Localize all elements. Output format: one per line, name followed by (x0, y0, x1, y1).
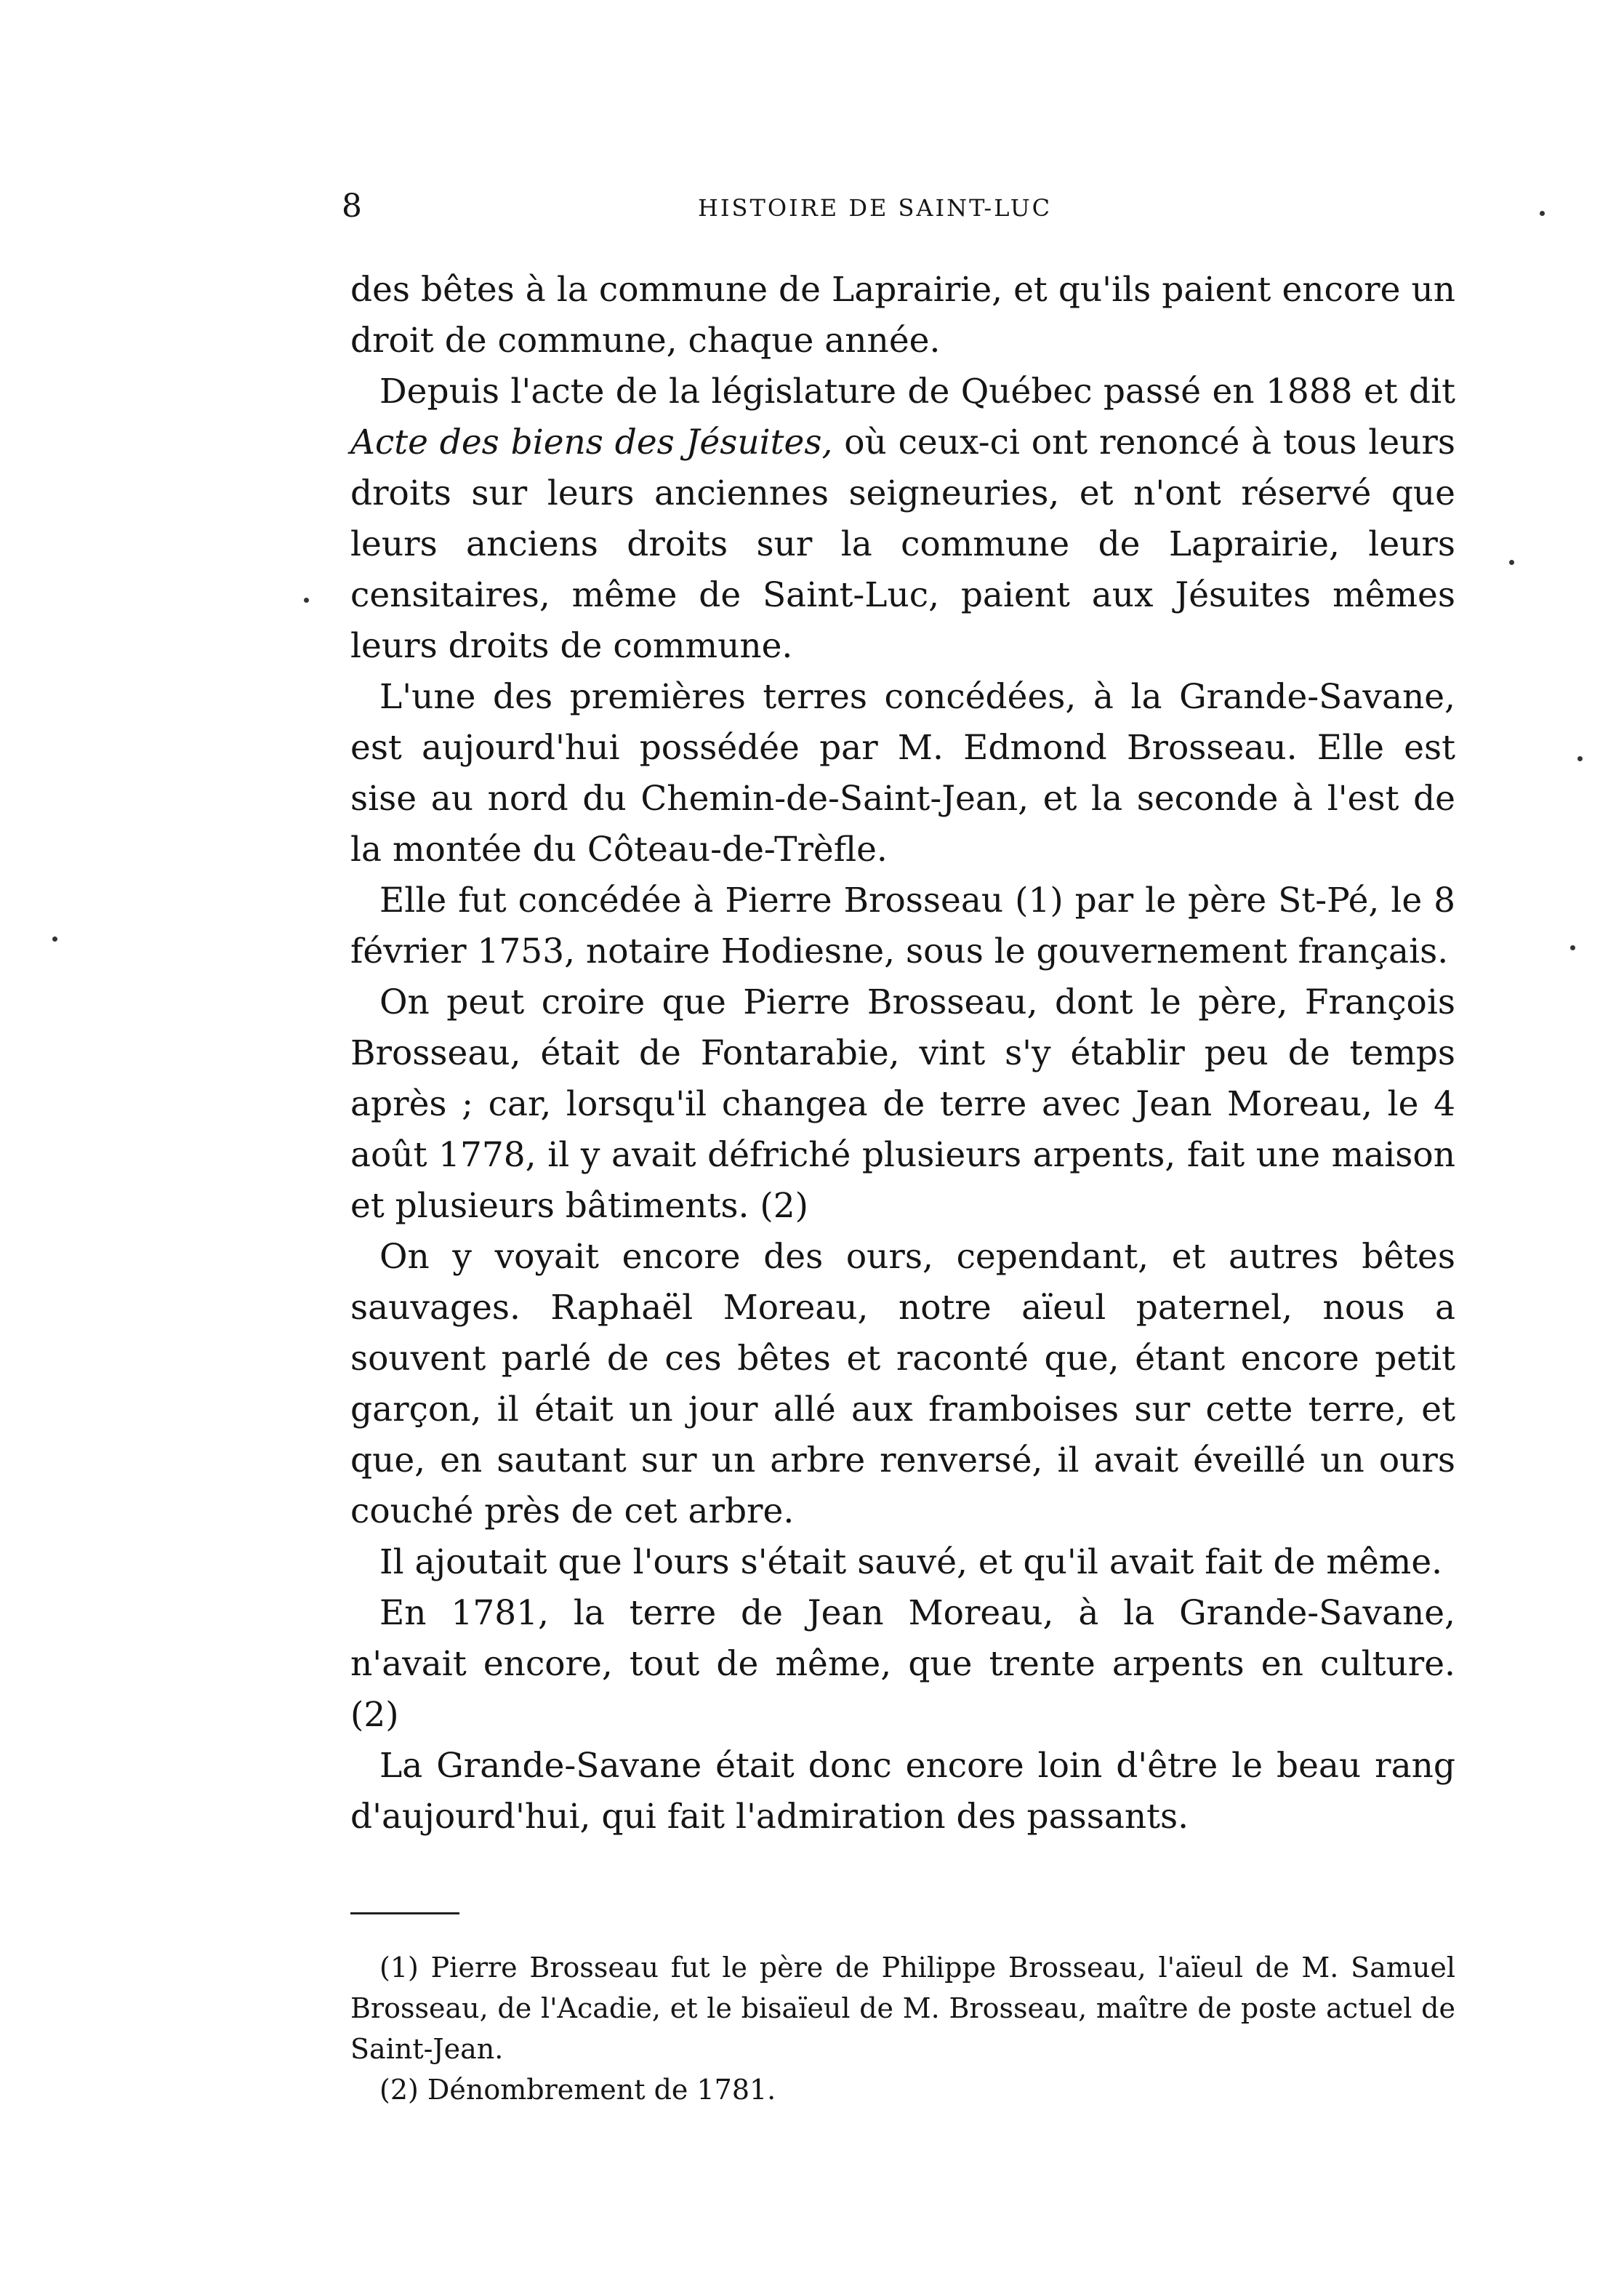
footnote: (2) Dénombrement de 1781. (379, 2074, 776, 2106)
running-head: HISTOIRE DE SAINT-LUC (698, 194, 1053, 222)
scan-speck (304, 598, 309, 603)
body-text (350, 265, 1455, 1842)
paragraph: Elle fut concédée à Pierre Brosseau (1) par le père St-Pé, le 8 février 1753, notaire Hodiesne, sous le gouvernement français. (350, 881, 1455, 971)
scan-speck (52, 937, 57, 942)
paragraph: La Grande-Savane était donc encore loin d'être le beau rang d'aujourd'hui, qui fait l'admiration des passants. (350, 1746, 1455, 1837)
paragraph-text: Depuis l'acte de la législature de Québec passé en 1888 et dit (379, 372, 1455, 412)
paragraph: En 1781, la terre de Jean Moreau, à la Grande-Savane, n'avait encore, tout de même, que trente arpents en culture. (2) (350, 1593, 1455, 1735)
scan-speck (1540, 211, 1545, 216)
scan-speck (1509, 560, 1514, 565)
paragraph: des bêtes à la commune de Laprairie, et qu'ils paient encore un droit de commune, chaque année. (350, 270, 1455, 361)
scan-speck (1577, 756, 1583, 761)
page-number: 8 (342, 188, 363, 225)
paragraph: Il ajoutait que l'ours s'était sauvé, et qu'il avait fait de même. (379, 1542, 1443, 1582)
footnote-divider (350, 1912, 459, 1914)
paragraph: On y voyait encore des ours, cependant, et autres bêtes sauvages. Raphaël Moreau, notre aïeul paternel, nous a souvent parlé de ces bêtes et raconté que, étant encore petit garçon, il était un jour allé aux framboises sur cette terre, et que, en sautant sur un arbre renversé, il avait éveillé un ours couché près de cet arbre. (350, 1237, 1455, 1531)
italic-title: Acte des biens des Jésuites, (350, 422, 833, 462)
paragraph (350, 366, 1455, 672)
scan-speck (1570, 945, 1575, 950)
paragraph-text: où ceux-ci ont renoncé à tous leurs droits sur leurs anciennes seigneuries, et n'ont réservé que leurs anciens droits sur la commune de Laprairie, leurs censitaires, même de Saint-Luc, paient aux Jésuites mêmes leurs droits de commune. (350, 422, 1455, 666)
footnotes (350, 1947, 1455, 2110)
page-header (0, 190, 1624, 241)
paragraph: On peut croire que Pierre Brosseau, dont le père, François Brosseau, était de Fontarabie, vint s'y établir peu de temps après ; car, lorsqu'il changea de terre avec Jean Moreau, le 4 août 1778, il y avait défriché plusieurs arpents, fait une maison et plusieurs bâtiments. (2) (350, 982, 1455, 1226)
paragraph: L'une des premières terres concédées, à la Grande-Savane, est aujourd'hui possédée par M. Edmond Brosseau. Elle est sise au nord du Chemin-de-Saint-Jean, et la seconde à l'est de la montée du Côteau-de-Trèfle. (350, 677, 1455, 870)
footnote: (1) Pierre Brosseau fut le père de Philippe Brosseau, l'aïeul de M. Samuel Brosseau, de l'Acadie, et le bisaïeul de M. Brosseau, maître de poste actuel de Saint-Jean. (350, 1952, 1455, 2065)
